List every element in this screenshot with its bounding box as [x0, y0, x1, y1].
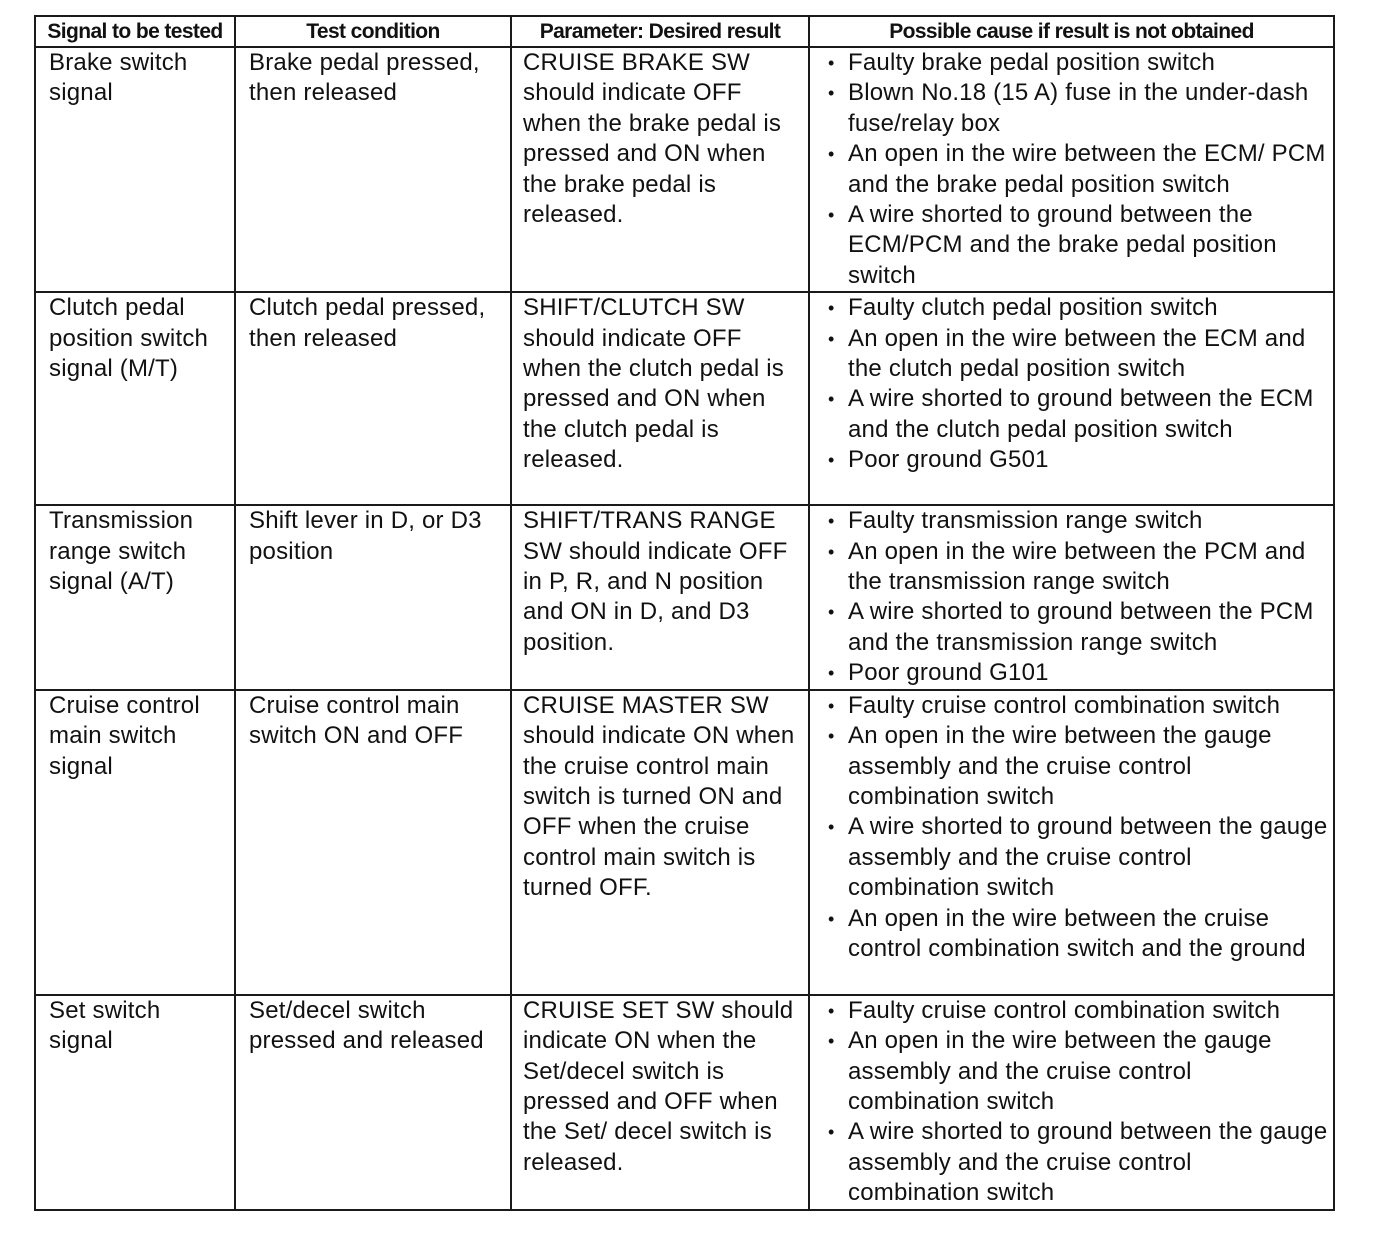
cause-item: • An open in the wire between the cruise control combination switch and the ground [826, 904, 1329, 965]
cause-item: • Faulty brake pedal position switch [826, 48, 1329, 78]
parameter-cell [511, 505, 809, 689]
cause-item: • A wire shorted to ground between the gauge assembly and the cruise control combination switch [826, 812, 1329, 903]
causes-cell [809, 47, 1334, 292]
cause-item: • An open in the wire between the gauge assembly and the cruise control combination switch [826, 1026, 1329, 1117]
parameter-text: CRUISE SET SW should indicate ON when the Set/decel switch is pressed and OFF when the Set/ decel switch is released. [523, 996, 794, 1176]
parameter-text: CRUISE BRAKE SW should indicate OFF when the brake pedal is pressed and ON when the brake pedal is released. [523, 49, 782, 229]
cause-item: • Blown No.18 (15 A) fuse in the under-dash fuse/relay box [826, 78, 1329, 139]
condition-cell [235, 292, 511, 505]
table-row [35, 995, 1334, 1210]
condition-cell [235, 505, 511, 689]
causes-cell [809, 995, 1334, 1210]
signal-cell [35, 47, 235, 292]
cause-item: • Faulty clutch pedal position switch [826, 293, 1329, 323]
cause-item: • Faulty cruise control combination switch [826, 996, 1329, 1026]
cause-list [826, 691, 1329, 965]
signal-text: Cruise control main switch signal [49, 691, 200, 780]
condition-cell [235, 690, 511, 995]
signal-cell [35, 995, 235, 1210]
cause-item: • An open in the wire between the ECM and the clutch pedal position switch [826, 324, 1329, 385]
signal-test-table [34, 15, 1335, 1211]
parameter-cell [511, 292, 809, 505]
header-signal: Signal to be tested [35, 16, 235, 47]
header-condition: Test condition [235, 16, 511, 47]
header-row [35, 16, 1334, 47]
condition-text: Brake pedal pressed, then released [249, 49, 480, 107]
cause-item: • An open in the wire between the ECM/ PCM and the brake pedal position switch [826, 139, 1329, 200]
cause-list [826, 293, 1329, 475]
parameter-text: SHIFT/CLUTCH SW should indicate OFF when the clutch pedal is pressed and ON when the clutch pedal is released. [523, 294, 784, 474]
table-row [35, 505, 1334, 689]
cause-item: • A wire shorted to ground between the ECM and the clutch pedal position switch [826, 384, 1329, 445]
cause-item: • An open in the wire between the gauge assembly and the cruise control combination switch [826, 721, 1329, 812]
condition-text: Clutch pedal pressed, then released [249, 294, 486, 352]
header-parameter: Parameter: Desired result [511, 16, 809, 47]
table-row [35, 292, 1334, 505]
cause-item: • A wire shorted to ground between the gauge assembly and the cruise control combination switch [826, 1117, 1329, 1208]
parameter-cell [511, 690, 809, 995]
signal-cell [35, 505, 235, 689]
signal-cell [35, 690, 235, 995]
causes-cell [809, 292, 1334, 505]
signal-text: Clutch pedal position switch signal (M/T) [49, 294, 209, 383]
table-row [35, 690, 1334, 995]
cause-list [826, 506, 1329, 688]
cause-item: • Faulty transmission range switch [826, 506, 1329, 536]
signal-text: Set switch signal [49, 996, 161, 1055]
parameter-text: SHIFT/TRANS RANGE SW should indicate OFF in P, R, and N position and ON in D, and D3 position. [523, 507, 788, 656]
condition-text: Set/decel switch pressed and released [249, 996, 484, 1055]
parameter-cell [511, 995, 809, 1210]
condition-cell [235, 47, 511, 292]
header-causes: Possible cause if result is not obtained [809, 16, 1334, 47]
cause-item: • Poor ground G101 [826, 658, 1329, 688]
causes-cell [809, 505, 1334, 689]
cause-list [826, 48, 1329, 291]
signal-text: Transmission range switch signal (A/T) [49, 507, 194, 596]
signal-cell [35, 292, 235, 505]
cause-list [826, 996, 1329, 1209]
cause-item: • Faulty cruise control combination switch [826, 691, 1329, 721]
table-row [35, 47, 1334, 292]
signal-text: Brake switch signal [49, 49, 188, 107]
condition-text: Cruise control main switch ON and OFF [249, 691, 464, 750]
condition-cell [235, 995, 511, 1210]
parameter-text: CRUISE MASTER SW should indicate ON when the cruise control main switch is turned ON and OFF when the cruise control main switch is turned OFF. [523, 691, 795, 902]
cause-item: • Poor ground G501 [826, 445, 1329, 475]
cause-item: • An open in the wire between the PCM and the transmission range switch [826, 537, 1329, 598]
cause-item: • A wire shorted to ground between the ECM/PCM and the brake pedal position switch [826, 200, 1329, 291]
causes-cell [809, 690, 1334, 995]
cause-item: • A wire shorted to ground between the PCM and the transmission range switch [826, 597, 1329, 658]
parameter-cell [511, 47, 809, 292]
condition-text: Shift lever in D, or D3 position [249, 507, 482, 565]
